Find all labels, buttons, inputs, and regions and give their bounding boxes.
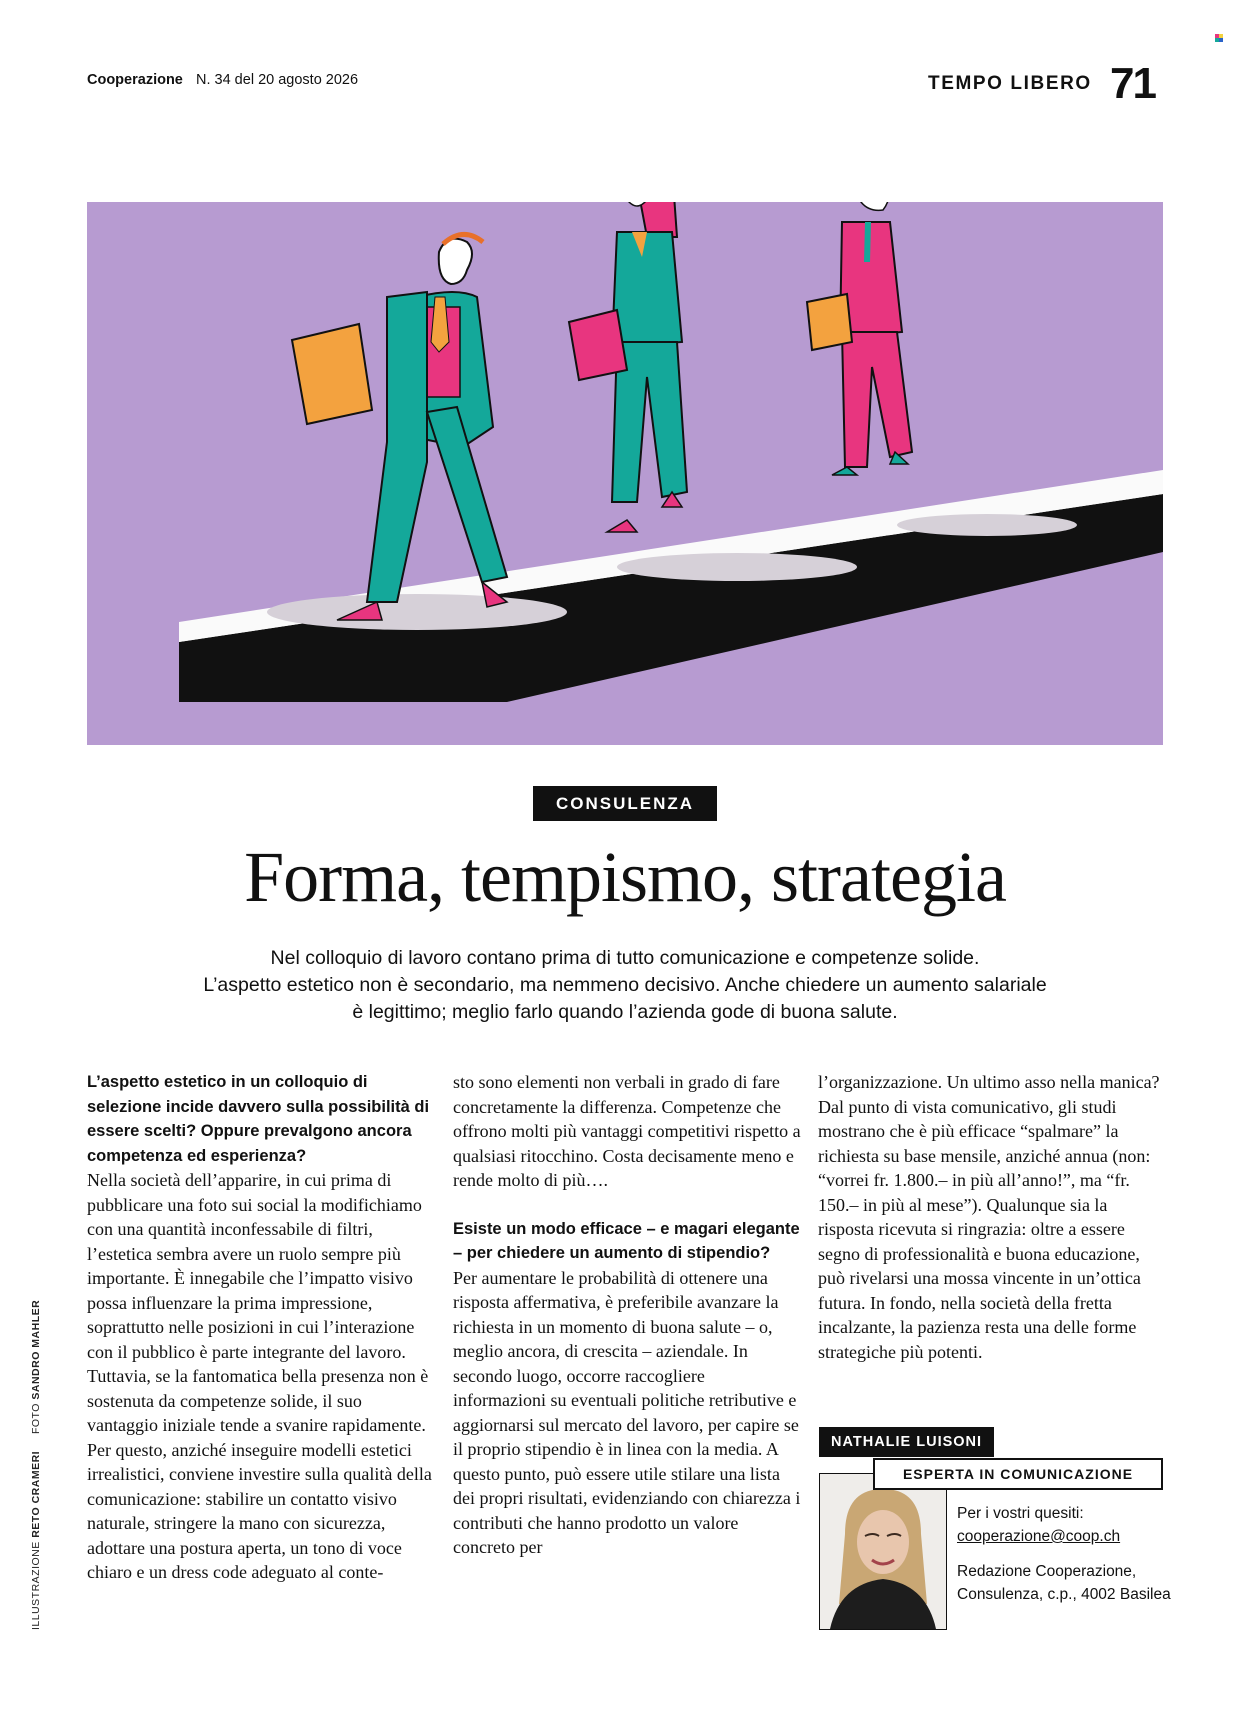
contact-intro: Per i vostri quesiti: (957, 1505, 1084, 1522)
illustration-credit-author: RETO CRAMERI (30, 1450, 42, 1538)
kicker-label: CONSULENZA (533, 786, 717, 821)
article-lead (150, 945, 1100, 1026)
photo-credit-author: SANDRO MAHLER (30, 1299, 42, 1400)
issue-info: N. 34 del 20 agosto 2026 (196, 72, 359, 88)
author-name: NATHALIE LUISONI (819, 1427, 994, 1457)
illustration (87, 202, 1163, 745)
answer-2: Per aumentare le probabilità di ottenere una risposta affermativa, è preferibile avanzare la richiesta in un momento di buona salute – o, meglio ancora, di crescita – aziendale. In secondo luogo, occorre raccogliere informazioni su eventuali politiche retributive e aggiornarsi sul mercato del lavoro, per capire se il proprio stipendio è in linea con la media. A questo punto, può essere utile stilare una lista dei propri risultati, evidenziando con chiarezza i contributi che hanno prodotto un valore concreto per (453, 1267, 801, 1557)
lead-line: è legittimo; meglio farlo quando l’azienda gode di buona salute. (352, 1001, 898, 1023)
lead-line: L’aspetto estetico non è secondario, ma nemmeno decisivo. Anche chiedere un aumento salariale (203, 974, 1047, 996)
masthead: Cooperazione (87, 72, 183, 88)
question-1: L’aspetto estetico in un colloquio di selezione incide davvero sulla possibilità di essere scelti? Oppure prevalgono ancora competenza ed esperienza? (87, 1073, 430, 1165)
print-color-mark (1215, 34, 1223, 42)
illustration-credit-label: ILLUSTRAZIONE (30, 1541, 42, 1630)
image-credits (30, 1299, 42, 1630)
contact-info (957, 1502, 1171, 1606)
article-column-2 (453, 1070, 801, 1560)
author-role: ESPERTA IN COMUNICAZIONE (873, 1458, 1163, 1490)
answer-1-continuation: sto sono elementi non verbali in grado di fare concretamente la differenza. Competenze che offrono molti più vantaggi competitivi rispetto a qualsiasi ritocchino. Costa decisamente meno e rende molto di più…. (453, 1072, 801, 1190)
article-column-1 (87, 1070, 435, 1585)
article-headline: Forma, tempismo, strategia (244, 837, 1006, 917)
lead-line: Nel colloquio di lavoro contano prima di tutto comunicazione e competenze solide. (270, 947, 980, 969)
address-line: Consulenza, c.p., 4002 Basilea (957, 1586, 1171, 1603)
address-line: Redazione Cooperazione, (957, 1563, 1137, 1580)
answer-2-continuation: l’organizzazione. Un ultimo asso nella manica? Dal punto di vista comunicativo, gli studi mostrano che è più efficace “spalmare” la richiesta su base mensile, anziché annua (non: “vorrei fr. 1.800.– in più all’anno!”, ma “fr. 150.– in più al mese”). Qualunque sia la risposta ricevuta si ringrazia: oltre a essere segno di professionalità e buona educazione, può rivelarsi una mossa vincente in un’ottica futura. In fondo, nella società della fretta incalzante, la pazienza resta una delle forme strategiche più potenti. (818, 1072, 1160, 1362)
question-2: Esiste un modo efficace – e magari elegante – per chiedere un aumento di stipendio? (453, 1219, 800, 1262)
photo-credit-label: FOTO (30, 1403, 42, 1435)
answer-1: Nella società dell’apparire, in cui prima di pubblicare una foto sui social la modifichiamo con una quantità inconfessabile di filtri, l’estetica sembra avere un ruolo sempre più importante. È innegabile che l’impatto visivo possa influenzare la prima impressione, soprattutto nelle posizioni in cui l’interazione con il pubblico è parte integrante del lavoro. Tuttavia, se la fantomatica bella presenza non è sostenuta da competenze solide, il suo vantaggio iniziale tende a svanire rapidamente. Per questo, anziché inseguire modelli estetici irrealistici, conviene investire sulla qualità della comunicazione: stabilire un contatto visivo naturale, stringere la mano con sicurezza, adottare una postura aperta, un tono di voce chiaro e un dress code adeguato al conte- (87, 1170, 432, 1582)
author-photo (819, 1473, 947, 1630)
page-number: 71 (1110, 59, 1155, 108)
email-link[interactable]: cooperazione@coop.ch (957, 1528, 1121, 1545)
section-title: TEMPO LIBERO (928, 73, 1092, 94)
article-column-3 (818, 1070, 1166, 1364)
